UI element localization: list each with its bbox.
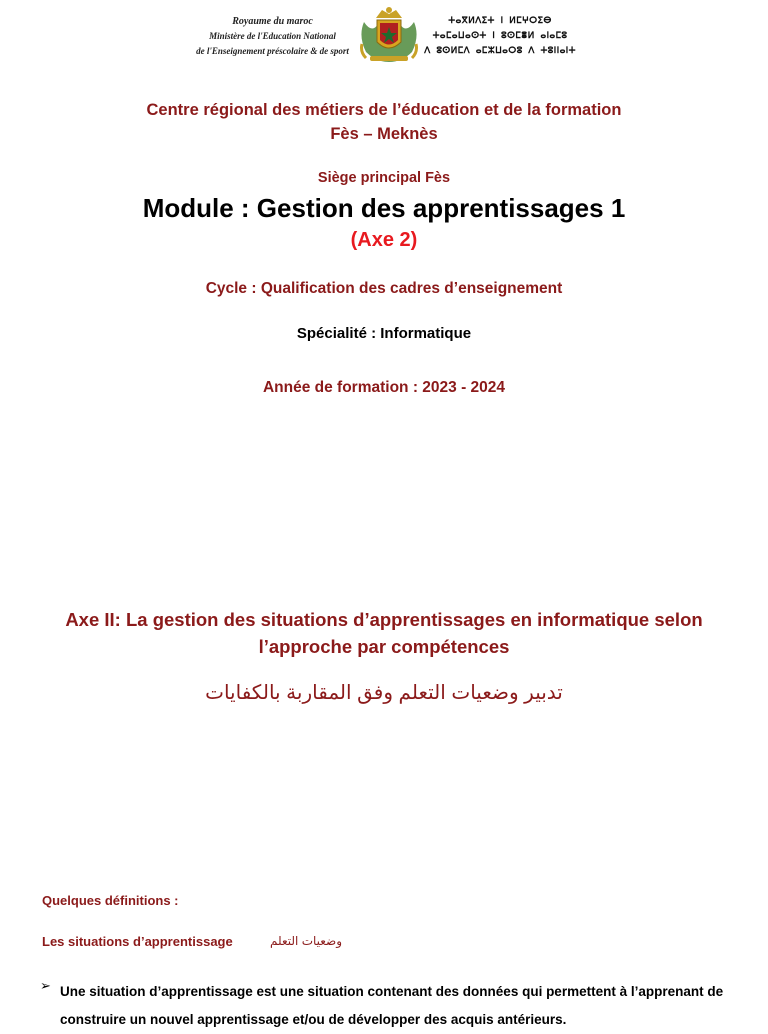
header-fr-line: Royaume du maroc [232, 16, 313, 27]
centre-line: Fès – Meknès [330, 125, 438, 143]
axe-title-line: l’approche par compétences [258, 636, 510, 657]
specialite: Spécialité : Informatique [296, 325, 472, 342]
axe-label: (Axe 2) [350, 229, 418, 251]
axe-title [0, 606, 768, 660]
arabic-title: تدبير وضعيات التعلم وفق المقاربة بالكفايات [205, 682, 563, 704]
arrow-bullet-icon: ➢ [40, 978, 51, 993]
header-fr-line: de l'Enseignement préscolaire & de sport [196, 46, 349, 56]
royal-crest-icon [356, 4, 422, 64]
definition-paragraph: Une situation d’apprentissage est une situation contenant des données qui permettent à l’apprenant de construire un nouvel apprentissage et/ou de développer des acquis antérieurs. [60, 984, 724, 1027]
header-tifinagh-line: ⵜⴰⵎⴰⵡⴰⵙⵜ ⵏ ⵓⵙⵎⴻⵍ ⴰⵏⴰⵎⵓ [432, 31, 568, 41]
siege: Siège principal Fès [317, 170, 451, 186]
centre-name [0, 98, 768, 146]
annee: Année de formation : 2023 - 2024 [262, 379, 506, 396]
situations-heading: Les situations d’apprentissage [42, 934, 233, 949]
centre-line: Centre régional des métiers de l’éducation et de la formation [146, 101, 622, 119]
header-tifinagh-line: ⴷ ⵓⵙⵍⵎⴷ ⴰⵎⵣⵡⴰⵔⵓ ⴷ ⵜⵓⵏⵏⴰⵏⵜ [424, 46, 576, 56]
module-title: Module : Gestion des apprentissages 1 [142, 193, 626, 223]
cycle: Cycle : Qualification des cadres d’enseignement [205, 280, 563, 297]
definitions-heading: Quelques définitions : [42, 893, 179, 908]
header-tifinagh-line: ⵜⴰⴳⵍⴷⵉⵜ ⵏ ⵍⵎⵖⵔⵉⴱ [448, 16, 552, 26]
ministry-header-tifinagh [420, 14, 580, 59]
situations-arabic: وضعيات التعلم [270, 934, 343, 948]
header-fr-line: Ministère de l'Education National [209, 31, 336, 41]
ministry-header-fr [190, 14, 355, 59]
axe-title-line: Axe II: La gestion des situations d’apprentissages en informatique selon [65, 609, 703, 630]
